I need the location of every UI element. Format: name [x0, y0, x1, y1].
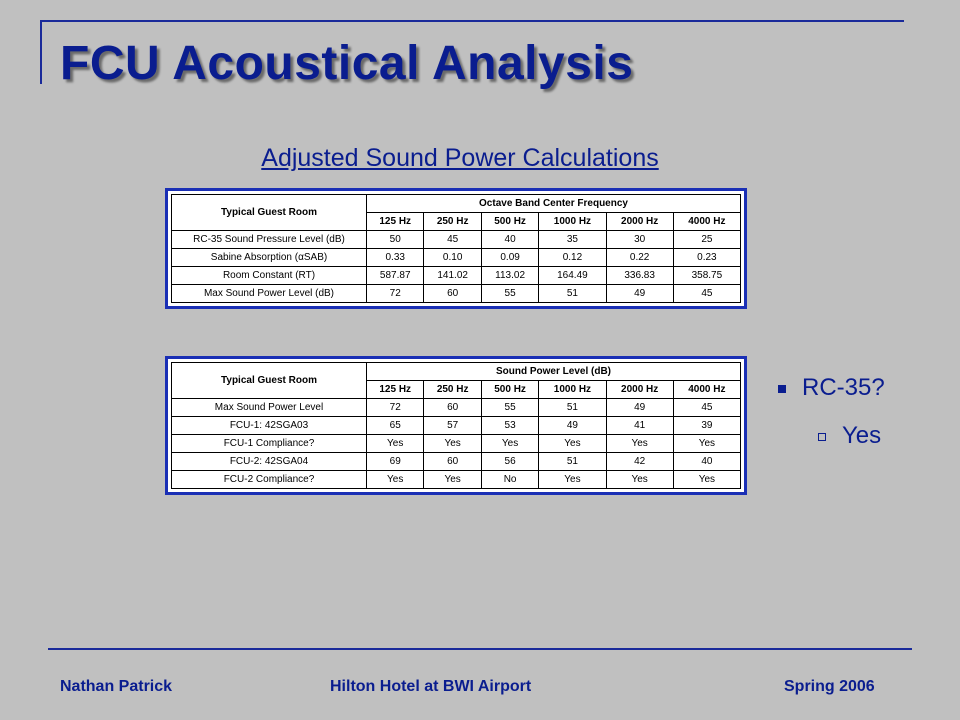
table-row	[172, 417, 741, 435]
table-2-frame	[165, 356, 747, 495]
row-label: Max Sound Power Level (dB)	[172, 285, 367, 303]
column-header: 2000 Hz	[606, 381, 673, 399]
cell: 51	[539, 285, 606, 303]
column-header: 125 Hz	[367, 213, 424, 231]
cell: 358.75	[673, 267, 740, 285]
cell: 53	[481, 417, 538, 435]
cell: 49	[606, 399, 673, 417]
cell: 51	[539, 399, 606, 417]
sub-bullet-text: Yes	[842, 422, 882, 449]
cell: 336.83	[606, 267, 673, 285]
sub-bullet-item	[818, 422, 881, 450]
cell: 72	[367, 399, 424, 417]
footer-date: Spring 2006	[784, 678, 875, 695]
cell: Yes	[606, 471, 673, 489]
cell: 113.02	[481, 267, 538, 285]
row-label: FCU-2: 42SGA04	[172, 453, 367, 471]
column-header: 1000 Hz	[539, 213, 606, 231]
table-1-group-header: Octave Band Center Frequency	[367, 195, 741, 213]
column-header: 1000 Hz	[539, 381, 606, 399]
cell: 65	[367, 417, 424, 435]
cell: 57	[424, 417, 481, 435]
table-2-group-header: Sound Power Level (dB)	[367, 363, 741, 381]
row-label: RC-35 Sound Pressure Level (dB)	[172, 231, 367, 249]
cell: Yes	[481, 435, 538, 453]
cell: 41	[606, 417, 673, 435]
cell: 60	[424, 453, 481, 471]
cell: 0.09	[481, 249, 538, 267]
table-row	[172, 285, 741, 303]
column-header: 125 Hz	[367, 381, 424, 399]
cell: Yes	[367, 435, 424, 453]
column-header: 250 Hz	[424, 213, 481, 231]
cell: 55	[481, 399, 538, 417]
hollow-square-bullet-icon	[818, 433, 826, 441]
cell: 0.33	[367, 249, 424, 267]
column-header: 4000 Hz	[673, 213, 740, 231]
table-subtitle: Adjusted Sound Power Calculations	[261, 144, 659, 172]
row-label: Max Sound Power Level	[172, 399, 367, 417]
cell: 141.02	[424, 267, 481, 285]
cell: 45	[673, 399, 740, 417]
cell: 30	[606, 231, 673, 249]
cell: 25	[673, 231, 740, 249]
table-row	[172, 231, 741, 249]
cell: 60	[424, 285, 481, 303]
cell: Yes	[424, 435, 481, 453]
top-rule	[40, 20, 904, 22]
cell: 49	[606, 285, 673, 303]
cell: Yes	[673, 471, 740, 489]
sound-pressure-table	[171, 194, 741, 303]
row-label: Sabine Absorption (αSAB)	[172, 249, 367, 267]
column-header: 500 Hz	[481, 213, 538, 231]
cell: 56	[481, 453, 538, 471]
cell: 587.87	[367, 267, 424, 285]
footer-rule	[48, 648, 912, 650]
row-label: FCU-1: 42SGA03	[172, 417, 367, 435]
cell: 45	[673, 285, 740, 303]
cell: Yes	[673, 435, 740, 453]
cell: 40	[481, 231, 538, 249]
cell: 164.49	[539, 267, 606, 285]
square-bullet-icon	[778, 385, 786, 393]
footer-author: Nathan Patrick	[60, 678, 173, 695]
column-header: 4000 Hz	[673, 381, 740, 399]
cell: 0.12	[539, 249, 606, 267]
row-label: Room Constant (RT)	[172, 267, 367, 285]
table-row	[172, 267, 741, 285]
cell: 69	[367, 453, 424, 471]
cell: 0.10	[424, 249, 481, 267]
table-row	[172, 471, 741, 489]
bullet-item	[778, 374, 885, 402]
sound-power-table	[171, 362, 741, 489]
row-label: FCU-2 Compliance?	[172, 471, 367, 489]
left-rule	[40, 20, 42, 84]
cell: Yes	[606, 435, 673, 453]
table-row	[172, 249, 741, 267]
cell: 0.23	[673, 249, 740, 267]
cell: 42	[606, 453, 673, 471]
cell: 40	[673, 453, 740, 471]
column-header: 250 Hz	[424, 381, 481, 399]
table-row	[172, 453, 741, 471]
column-header: 500 Hz	[481, 381, 538, 399]
bullet-text: RC-35?	[802, 374, 885, 401]
row-label: FCU-1 Compliance?	[172, 435, 367, 453]
cell: No	[481, 471, 538, 489]
cell: 72	[367, 285, 424, 303]
table-2-corner-header: Typical Guest Room	[172, 363, 367, 399]
cell: Yes	[424, 471, 481, 489]
table-row	[172, 399, 741, 417]
table-row	[172, 435, 741, 453]
cell: 49	[539, 417, 606, 435]
cell: 55	[481, 285, 538, 303]
cell: 35	[539, 231, 606, 249]
table-1-frame	[165, 188, 747, 309]
footer-project: Hilton Hotel at BWI Airport	[330, 678, 532, 695]
cell: 60	[424, 399, 481, 417]
column-header: 2000 Hz	[606, 213, 673, 231]
table-1-corner-header: Typical Guest Room	[172, 195, 367, 231]
cell: 45	[424, 231, 481, 249]
cell: Yes	[539, 471, 606, 489]
slide-title: FCU Acoustical Analysis	[60, 37, 634, 90]
cell: Yes	[539, 435, 606, 453]
cell: Yes	[367, 471, 424, 489]
cell: 51	[539, 453, 606, 471]
cell: 39	[673, 417, 740, 435]
cell: 0.22	[606, 249, 673, 267]
cell: 50	[367, 231, 424, 249]
